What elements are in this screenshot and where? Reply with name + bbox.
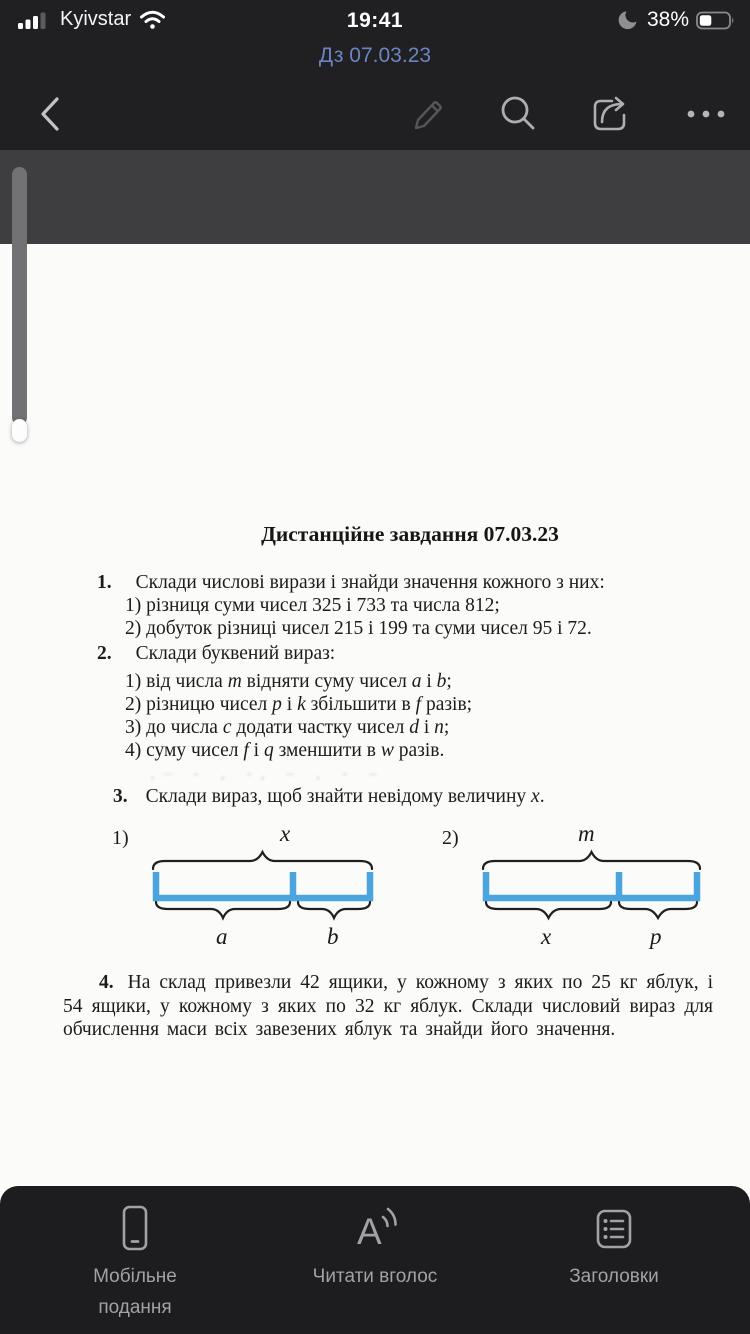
document-page xyxy=(0,244,750,1334)
headings-list-icon xyxy=(591,1204,637,1254)
diagram1-label: 1) xyxy=(112,827,129,849)
mobile-phone-icon xyxy=(112,1204,158,1254)
diagram2-part2-label: p xyxy=(650,924,662,949)
task2-heading: 2. Склади буквений вираз: xyxy=(97,643,336,664)
share-icon xyxy=(588,91,634,137)
diagram2-label: 2) xyxy=(442,827,459,849)
task4-number: 4. xyxy=(99,972,114,993)
read-aloud-label: Читати вголос xyxy=(312,1266,438,1287)
search-button[interactable] xyxy=(495,82,541,146)
page-bleed-artifact: ‚– - ‚ -, – ‚ - – xyxy=(150,766,386,782)
read-aloud-button[interactable] xyxy=(290,1204,460,1292)
signin-banner xyxy=(0,150,750,244)
diagram2-whole-label: m xyxy=(578,821,595,846)
task3-heading: 3. Склади вираз, щоб знайти невідому величину x. xyxy=(113,786,545,807)
diagram-1 xyxy=(112,821,372,949)
back-button[interactable] xyxy=(28,82,72,146)
ellipsis-icon xyxy=(686,109,726,119)
svg-text:A: A xyxy=(357,1211,382,1252)
search-icon xyxy=(495,91,541,137)
battery-icon xyxy=(696,10,736,31)
share-button[interactable] xyxy=(588,82,634,146)
task4-paragraph: 4. На склад привезли 42 ящики, у кожному з яких по 25 кг яблук, і 54 ящики, у кожному з яких по 32 кг яблук. Склади числовий вираз для обчислення маси всіх завезених яблук та знайди його значення. xyxy=(63,972,713,1040)
mobile-view-label: Мобільне подання xyxy=(93,1266,177,1318)
scrollbar-handle-cap[interactable] xyxy=(12,419,27,442)
pencil-icon xyxy=(405,92,449,136)
carrier-label: Kyivstar xyxy=(60,8,132,30)
task2-item3: 3) до числа c додати частку чисел d і n; xyxy=(125,717,450,738)
headings-label: Заголовки xyxy=(569,1266,659,1287)
diagram2-part1-label: x xyxy=(541,924,552,949)
top-toolbar xyxy=(0,82,750,146)
diagram1-part1-label: a xyxy=(216,924,228,949)
task2-item1: 1) від числа m відняти суму чисел a і b; xyxy=(125,671,452,692)
mobile-view-button[interactable] xyxy=(50,1204,220,1323)
more-button[interactable] xyxy=(684,82,728,146)
clock: 19:41 xyxy=(346,9,404,32)
read-aloud-icon xyxy=(350,1204,400,1254)
task2-item4: 4) суму чисел f і q зменшити в w разів. xyxy=(125,740,445,761)
status-bar xyxy=(0,0,750,42)
task3-diagrams xyxy=(0,814,750,964)
moon-icon xyxy=(616,8,640,32)
task3-number: 3. xyxy=(113,786,128,807)
diagram1-whole-label: x xyxy=(280,821,291,846)
bottom-toolbar xyxy=(0,1186,750,1334)
task1-heading: 1. Склади числові вирази і знайди значення кожного з них: xyxy=(97,572,605,593)
chevron-left-icon xyxy=(36,92,64,136)
scrollbar-thumb[interactable] xyxy=(12,167,27,425)
diagram1-part2-label: b xyxy=(327,924,339,949)
task1-number: 1. xyxy=(97,572,112,593)
task2-number: 2. xyxy=(97,643,112,664)
document-title: Дз 07.03.23 xyxy=(318,44,432,67)
task2-item2: 2) різницю чисел p і k збільшити в f разів; xyxy=(125,694,473,715)
headings-button[interactable] xyxy=(529,1204,699,1292)
assignment-title: Дистанційне завдання 07.03.23 xyxy=(261,522,559,546)
edit-button[interactable] xyxy=(405,82,449,146)
task1-item2: 2) добуток різниці чисел 215 і 199 та суми чисел 95 і 72. xyxy=(125,618,592,639)
battery-percent: 38% xyxy=(646,8,689,31)
diagram-2 xyxy=(442,821,700,949)
task1-item1: 1) різниця суми чисел 325 і 733 та числа 812; xyxy=(125,595,500,616)
